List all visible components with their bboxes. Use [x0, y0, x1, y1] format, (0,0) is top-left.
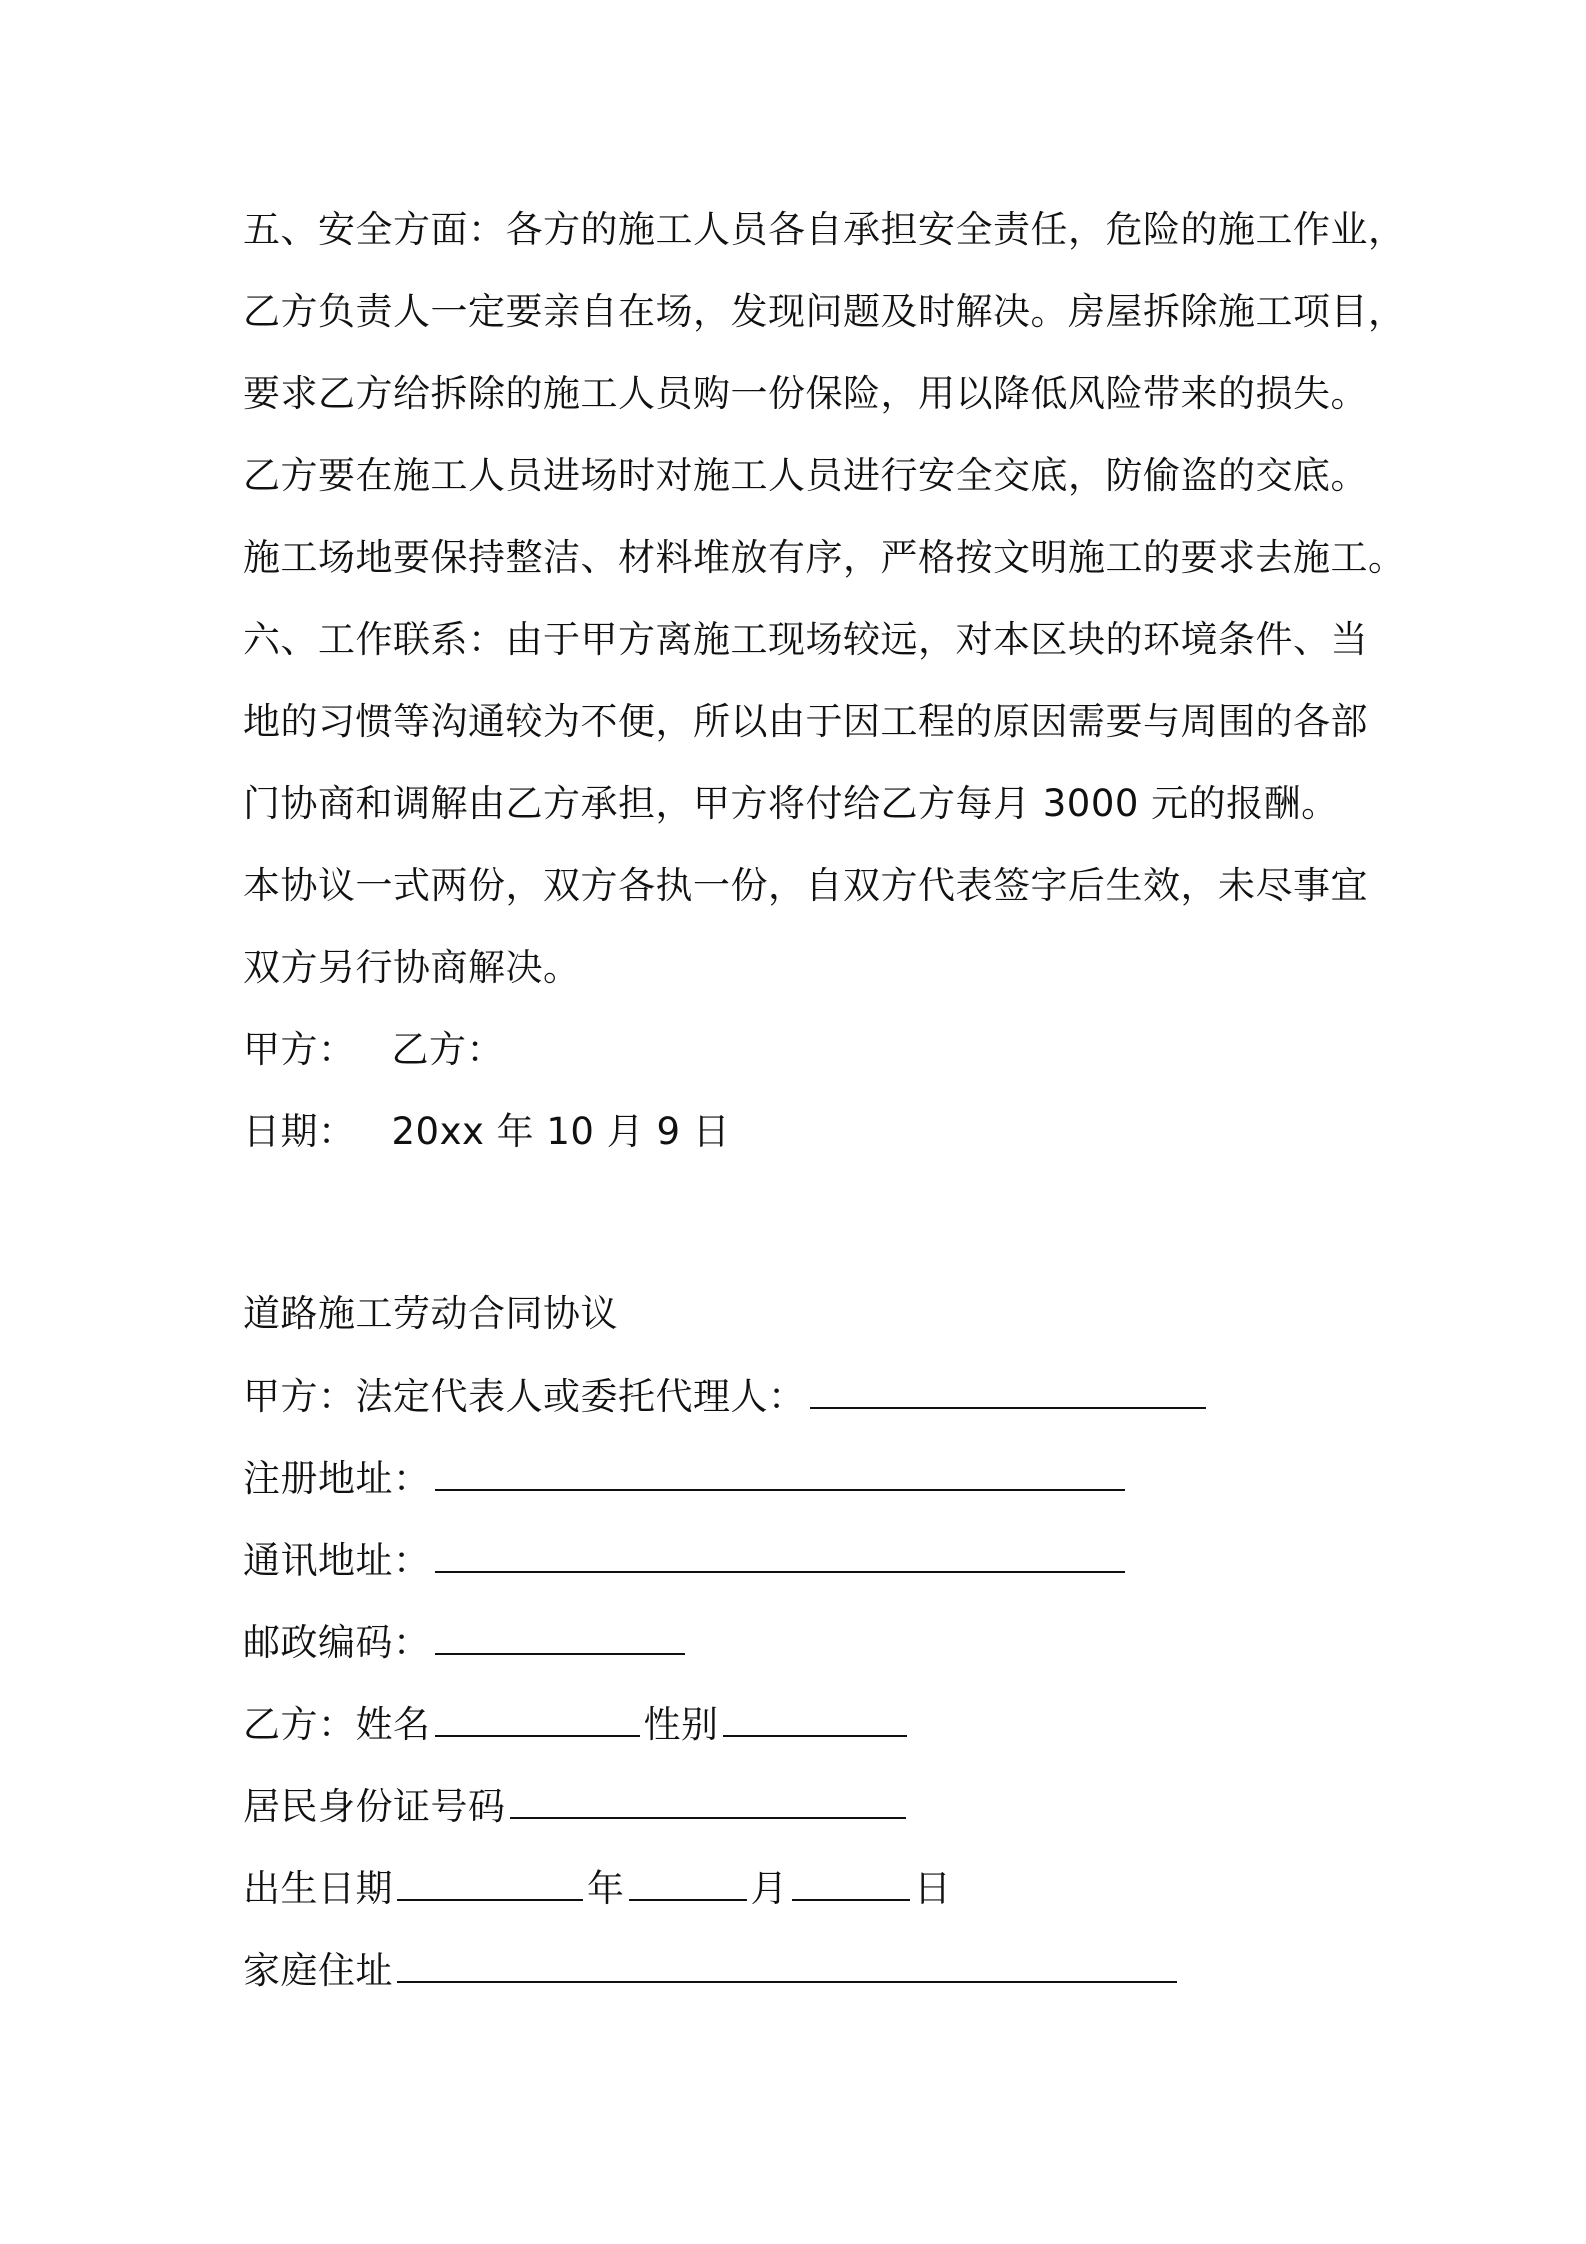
reg-address-row: [243, 1456, 1129, 1501]
party-a-rep-label: 甲方：法定代表人或委托代理人：: [243, 1375, 806, 1418]
section5-line5: 施工场地要保持整洁、材料堆放有序，严格按文明施工的要求去施工。: [243, 536, 1406, 579]
signature-parties: [243, 1028, 504, 1072]
party-b-row: [243, 1702, 911, 1747]
mail-address-row: [243, 1538, 1129, 1583]
party-a-rep-row: [243, 1374, 1210, 1419]
party-b-label: 乙方：: [391, 1028, 504, 1071]
gender-blank[interactable]: [723, 1702, 907, 1737]
birth-date-label: 出生日期: [243, 1867, 393, 1910]
postcode-blank[interactable]: [435, 1620, 685, 1655]
party-b-name-blank[interactable]: [435, 1702, 640, 1737]
postcode-label: 邮政编码：: [243, 1621, 431, 1664]
id-number-label: 居民身份证号码: [243, 1785, 506, 1828]
year-label: 年: [587, 1867, 625, 1910]
section6-line1: 六、工作联系：由于甲方离施工现场较远，对本区块的环境条件、当: [243, 618, 1368, 661]
date-value: 20xx 年 10 月 9 日: [391, 1110, 731, 1153]
contract2-title: 道路施工劳动合同协议: [243, 1292, 618, 1335]
birth-date-row: [243, 1866, 952, 1911]
reg-address-blank[interactable]: [435, 1456, 1125, 1491]
home-address-blank[interactable]: [397, 1948, 1177, 1983]
section5-line1: 五、安全方面：各方的施工人员各自承担安全责任，危险的施工作业，: [243, 208, 1406, 251]
party-a-label: 甲方：: [243, 1028, 356, 1071]
postcode-row: [243, 1620, 689, 1665]
date-label: 日期：: [243, 1110, 356, 1153]
mail-address-label: 通讯地址：: [243, 1539, 431, 1582]
reg-address-label: 注册地址：: [243, 1457, 431, 1500]
birth-month-blank[interactable]: [629, 1866, 747, 1901]
section5-line4: 乙方要在施工人员进场时对施工人员进行安全交底，防偷盗的交底。: [243, 454, 1368, 497]
party-b-name-label: 乙方：姓名: [243, 1703, 431, 1746]
section5-line3: 要求乙方给拆除的施工人员购一份保险，用以降低风险带来的损失。: [243, 372, 1368, 415]
birth-day-blank[interactable]: [792, 1866, 910, 1901]
section5-line2: 乙方负责人一定要亲自在场，发现问题及时解决。房屋拆除施工项目，: [243, 290, 1406, 333]
month-label: 月: [750, 1867, 788, 1910]
home-address-row: [243, 1948, 1181, 1993]
id-number-row: [243, 1784, 910, 1829]
signature-date: [243, 1110, 730, 1154]
mail-address-blank[interactable]: [435, 1538, 1125, 1573]
closing-line2: 双方另行协商解决。: [243, 946, 581, 989]
id-number-blank[interactable]: [510, 1784, 906, 1819]
birth-year-blank[interactable]: [397, 1866, 583, 1901]
section6-line3: 门协商和调解由乙方承担，甲方将付给乙方每月 3000 元的报酬。: [243, 782, 1339, 825]
party-a-rep-blank[interactable]: [810, 1374, 1206, 1409]
closing-line1: 本协议一式两份，双方各执一份，自双方代表签字后生效，未尽事宜: [243, 864, 1368, 907]
section6-line2: 地的习惯等沟通较为不便，所以由于因工程的原因需要与周围的各部: [243, 700, 1368, 743]
home-address-label: 家庭住址: [243, 1949, 393, 1992]
gender-label: 性别: [643, 1703, 719, 1746]
day-label: 日: [914, 1867, 952, 1910]
